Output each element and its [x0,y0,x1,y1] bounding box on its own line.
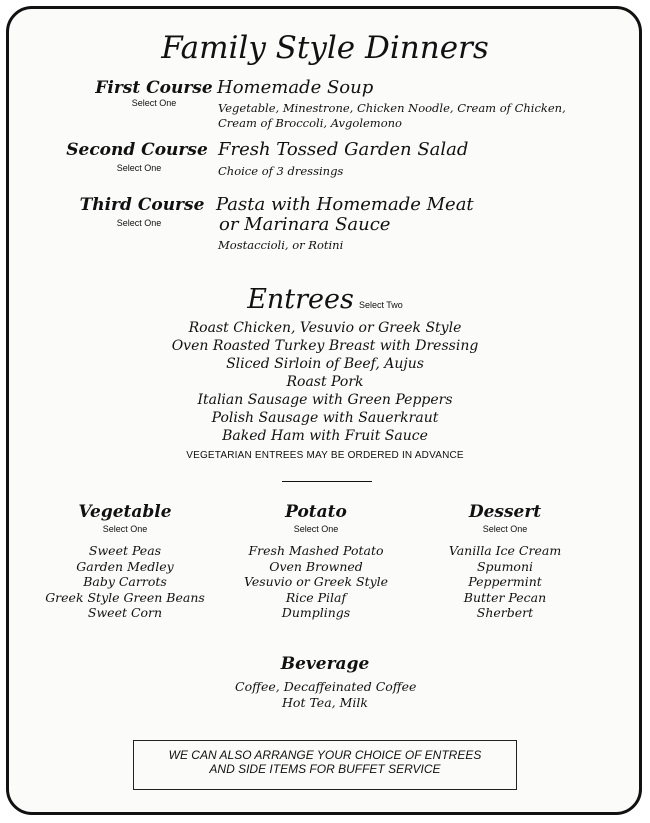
list-item: Sweet Peas [88,543,162,558]
buffet-note [133,748,517,776]
third-course-dish-line: Pasta with Homemade Meat [216,194,474,215]
third-course-label: Third Course [79,195,205,215]
beverage-section [235,654,415,710]
buffet-note-line: AND SIDE ITEMS FOR BUFFET SERVICE [209,762,441,776]
entree-item: Roast Pork [286,374,364,390]
entree-item: Sliced Sirloin of Beef, Aujus [226,356,424,372]
second-course-desc-line: Choice of 3 dressings [218,164,344,178]
buffet-note-line: WE CAN ALSO ARRANGE YOUR CHOICE OF ENTREES [168,748,482,762]
potato-list [226,543,406,621]
entree-item: Roast Chicken, Vesuvio or Greek Style [188,320,462,336]
first-course-desc-line: Cream of Broccoli, Avgolemono [218,116,402,130]
potato-title: Potato [285,502,347,522]
second-course-select: Select One [116,163,162,173]
third-course-select: Select One [116,218,162,228]
section-divider [282,481,372,482]
entree-item: Baked Ham with Fruit Sauce [222,428,428,444]
entrees-heading [0,284,650,315]
vegetable-select: Select One [102,524,148,534]
second-course-dish: Fresh Tossed Garden Salad [218,139,469,160]
list-item: Rice Pilaf [285,589,347,605]
second-course-label: Second Course [66,140,208,160]
list-item: Spumoni [476,558,534,574]
list-item: Butter Pecan [463,589,547,605]
list-item: Coffee, Decaffeinated Coffee [235,679,417,694]
third-course-dish-line: or Marinara Sauce [219,214,391,235]
first-course-select: Select One [131,98,177,108]
list-item: Sweet Corn [87,605,163,621]
dessert-title: Dessert [468,502,542,522]
entrees-select: Select Two [358,300,403,310]
beverage-title: Beverage [280,654,370,674]
vegetable-column [35,502,215,621]
dessert-column [415,502,595,621]
entrees-title: Entrees [247,284,354,315]
list-item: Dumplings [281,605,351,621]
entree-item: Oven Roasted Turkey Breast with Dressing [171,338,479,354]
list-item: Fresh Mashed Potato [248,543,384,558]
list-item: Vanilla Ice Cream [448,543,562,558]
vegetable-title: Vegetable [78,502,172,522]
entree-item: Italian Sausage with Green Peppers [197,392,453,408]
list-item: Oven Browned [269,558,363,574]
beverage-list [235,679,415,710]
list-item: Garden Medley [76,558,174,574]
first-course-desc-line: Vegetable, Minestrone, Chicken Noodle, Cream of Chicken, [218,101,566,115]
menu-title: Family Style Dinners [161,30,489,66]
list-item: Baby Carrots [83,574,167,590]
vegetable-list [35,543,215,621]
list-item: Sherbert [476,605,534,621]
potato-select: Select One [293,524,339,534]
third-course-desc-line: Mostaccioli, or Rotini [218,238,344,252]
vegetarian-note: VEGETARIAN ENTREES MAY BE ORDERED IN ADVANCE [186,450,464,461]
list-item: Peppermint [468,574,542,590]
first-course-label: First Course [95,78,213,98]
first-course-dish: Homemade Soup [217,77,374,98]
dessert-list [415,543,595,621]
list-item: Hot Tea, Milk [282,694,368,710]
entree-list [0,319,650,445]
dessert-select: Select One [482,524,528,534]
list-item: Greek Style Green Beans [45,589,205,605]
potato-column [226,502,406,621]
list-item: Vesuvio or Greek Style [243,574,389,590]
entree-item: Polish Sausage with Sauerkraut [211,410,439,426]
